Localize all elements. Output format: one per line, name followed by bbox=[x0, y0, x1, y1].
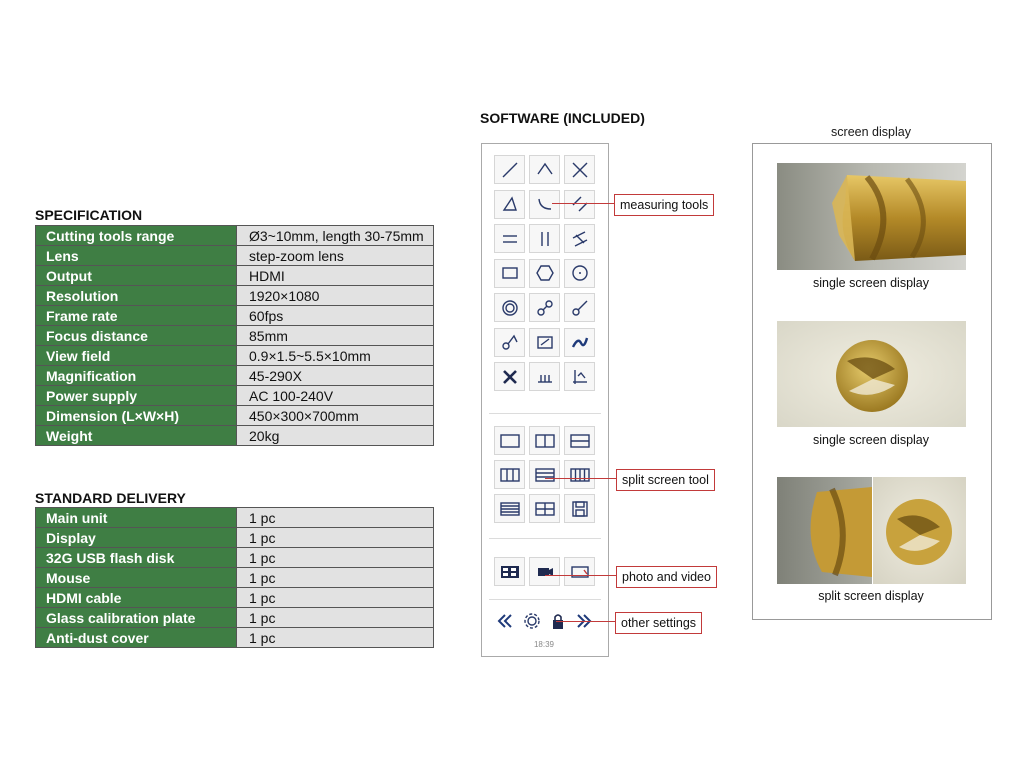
concentric-circle-icon bbox=[500, 298, 520, 318]
split-2-vertical-icon bbox=[535, 431, 555, 451]
point-line-button[interactable] bbox=[564, 293, 595, 322]
split-2-horizontal-icon bbox=[570, 431, 590, 451]
row-value: 85mm bbox=[237, 326, 434, 346]
row-label: Resolution bbox=[36, 286, 237, 306]
angle-icon bbox=[535, 160, 555, 180]
row-value: Ø3~10mm, length 30-75mm bbox=[237, 226, 434, 246]
table-row bbox=[36, 366, 434, 386]
vertical-distance-icon bbox=[535, 229, 555, 249]
table-row bbox=[36, 528, 434, 548]
split-4-horizontal-button[interactable] bbox=[494, 494, 525, 523]
caption-single-screen-1: single screen display bbox=[812, 276, 930, 290]
row-label: View field bbox=[36, 346, 237, 366]
point-angle-icon bbox=[500, 332, 520, 352]
single-screen-button[interactable] bbox=[494, 426, 525, 455]
standard-delivery-title: STANDARD DELIVERY bbox=[35, 490, 186, 506]
specification-table bbox=[35, 225, 434, 446]
toolbar-separator bbox=[489, 599, 601, 600]
arc-button[interactable] bbox=[529, 190, 560, 219]
split-4-vertical-button[interactable] bbox=[564, 460, 595, 489]
concentric-circle-button[interactable] bbox=[494, 293, 525, 322]
delete-icon bbox=[500, 367, 520, 387]
cross-icon bbox=[570, 160, 590, 180]
row-value: AC 100-240V bbox=[237, 386, 434, 406]
toolbar-clock: 18:39 bbox=[533, 640, 555, 649]
row-value: 450×300×700mm bbox=[237, 406, 434, 426]
callout-photo-and-video: photo and video bbox=[616, 566, 717, 588]
split-3-vertical-button[interactable] bbox=[494, 460, 525, 489]
row-value: 1 pc bbox=[237, 588, 434, 608]
row-value: 1 pc bbox=[237, 568, 434, 588]
capture-icon bbox=[570, 562, 590, 582]
software-title: SOFTWARE (INCLUDED) bbox=[480, 110, 645, 126]
capture-button[interactable] bbox=[564, 557, 595, 586]
row-label: Mouse bbox=[36, 568, 237, 588]
triangle-angle-icon bbox=[500, 194, 520, 214]
rectangle-icon bbox=[500, 263, 520, 283]
callout-other-settings: other settings bbox=[615, 612, 702, 634]
two-circle-distance-icon bbox=[535, 298, 555, 318]
table-row bbox=[36, 326, 434, 346]
split-screen-photo bbox=[777, 477, 966, 584]
row-label: Lens bbox=[36, 246, 237, 266]
table-row bbox=[36, 568, 434, 588]
row-value: 1 pc bbox=[237, 508, 434, 528]
point-angle-button[interactable] bbox=[494, 328, 525, 357]
hexagon-icon bbox=[535, 263, 555, 283]
hexagon-button[interactable] bbox=[529, 259, 560, 288]
caption-split-screen: split screen display bbox=[818, 589, 924, 603]
photo-button[interactable] bbox=[494, 557, 525, 586]
settings-gear-icon bbox=[522, 611, 542, 631]
circle-icon bbox=[570, 263, 590, 283]
callout-line bbox=[545, 575, 616, 576]
row-label: Focus distance bbox=[36, 326, 237, 346]
parallel-button[interactable] bbox=[564, 190, 595, 219]
table-row bbox=[36, 406, 434, 426]
row-value: 1 pc bbox=[237, 548, 434, 568]
drill-end-photo bbox=[777, 321, 966, 427]
point-line-icon bbox=[570, 298, 590, 318]
row-label: Power supply bbox=[36, 386, 237, 406]
split-4-grid-icon bbox=[535, 499, 555, 519]
row-label: Main unit bbox=[36, 508, 237, 528]
parallel-icon bbox=[570, 194, 590, 214]
table-row bbox=[36, 246, 434, 266]
specification-title: SPECIFICATION bbox=[35, 207, 143, 223]
callout-measuring-tools: measuring tools bbox=[614, 194, 714, 216]
annotation-button[interactable] bbox=[529, 328, 560, 357]
callout-split-screen-tool: split screen tool bbox=[616, 469, 715, 491]
line-button[interactable] bbox=[494, 155, 525, 184]
circle-button[interactable] bbox=[564, 259, 595, 288]
diagonal-distance-icon bbox=[570, 229, 590, 249]
table-row bbox=[36, 508, 434, 528]
row-label: Output bbox=[36, 266, 237, 286]
table-row bbox=[36, 426, 434, 446]
row-value: 60fps bbox=[237, 306, 434, 326]
two-circle-distance-button[interactable] bbox=[529, 293, 560, 322]
horizontal-distance-button[interactable] bbox=[494, 224, 525, 253]
coordinate-button[interactable] bbox=[564, 362, 595, 391]
callout-line bbox=[556, 621, 615, 622]
row-value: HDMI bbox=[237, 266, 434, 286]
table-row bbox=[36, 266, 434, 286]
row-value: step-zoom lens bbox=[237, 246, 434, 266]
row-label: HDMI cable bbox=[36, 588, 237, 608]
table-row bbox=[36, 628, 434, 648]
cross-button[interactable] bbox=[564, 155, 595, 184]
rectangle-button[interactable] bbox=[494, 259, 525, 288]
split-3-vertical-icon bbox=[500, 465, 520, 485]
table-row bbox=[36, 386, 434, 406]
video-button[interactable] bbox=[529, 557, 560, 586]
table-row bbox=[36, 226, 434, 246]
calibration-ruler-button[interactable] bbox=[529, 362, 560, 391]
screen-display-title: screen display bbox=[831, 125, 911, 139]
row-value: 20kg bbox=[237, 426, 434, 446]
split-2-vertical-button[interactable] bbox=[529, 426, 560, 455]
prev-page-icon bbox=[495, 611, 515, 631]
caption-single-screen-2: single screen display bbox=[812, 433, 930, 447]
row-label: Cutting tools range bbox=[36, 226, 237, 246]
callout-line bbox=[545, 478, 616, 479]
table-row bbox=[36, 548, 434, 568]
freehand-button[interactable] bbox=[564, 328, 595, 357]
row-label: Display bbox=[36, 528, 237, 548]
triangle-angle-button[interactable] bbox=[494, 190, 525, 219]
toolbar-separator bbox=[489, 413, 601, 414]
line-icon bbox=[500, 160, 520, 180]
split-4-grid-button[interactable] bbox=[529, 494, 560, 523]
save-button[interactable] bbox=[564, 494, 595, 523]
row-label: Anti-dust cover bbox=[36, 628, 237, 648]
row-label: Frame rate bbox=[36, 306, 237, 326]
row-value: 1 pc bbox=[237, 528, 434, 548]
split-3-horizontal-icon bbox=[535, 465, 555, 485]
row-label: Magnification bbox=[36, 366, 237, 386]
drill-side-photo bbox=[777, 163, 966, 270]
row-label: Weight bbox=[36, 426, 237, 446]
single-screen-icon bbox=[500, 431, 520, 451]
callout-line bbox=[552, 203, 614, 204]
table-row bbox=[36, 588, 434, 608]
standard-delivery-table bbox=[35, 507, 434, 648]
row-label: Glass calibration plate bbox=[36, 608, 237, 628]
horizontal-distance-icon bbox=[500, 229, 520, 249]
split-3-horizontal-button[interactable] bbox=[529, 460, 560, 489]
calibration-ruler-icon bbox=[535, 367, 555, 387]
table-row bbox=[36, 608, 434, 628]
video-icon bbox=[535, 562, 555, 582]
split-2-horizontal-button[interactable] bbox=[564, 426, 595, 455]
delete-button[interactable] bbox=[494, 362, 525, 391]
vertical-distance-button[interactable] bbox=[529, 224, 560, 253]
angle-button[interactable] bbox=[529, 155, 560, 184]
split-4-horizontal-icon bbox=[500, 499, 520, 519]
arc-icon bbox=[535, 194, 555, 214]
diagonal-distance-button[interactable] bbox=[564, 224, 595, 253]
row-label: Dimension (L×W×H) bbox=[36, 406, 237, 426]
table-row bbox=[36, 286, 434, 306]
table-row bbox=[36, 346, 434, 366]
annotation-icon bbox=[535, 332, 555, 352]
row-label: 32G USB flash disk bbox=[36, 548, 237, 568]
row-value: 0.9×1.5~5.5×10mm bbox=[237, 346, 434, 366]
toolbar-separator bbox=[489, 538, 601, 539]
row-value: 1 pc bbox=[237, 608, 434, 628]
row-value: 1920×1080 bbox=[237, 286, 434, 306]
freehand-icon bbox=[570, 332, 590, 352]
photo-icon bbox=[500, 562, 520, 582]
coordinate-icon bbox=[570, 367, 590, 387]
split-4-vertical-icon bbox=[570, 465, 590, 485]
save-icon bbox=[570, 499, 590, 519]
table-row bbox=[36, 306, 434, 326]
row-value: 1 pc bbox=[237, 628, 434, 648]
row-value: 45-290X bbox=[237, 366, 434, 386]
